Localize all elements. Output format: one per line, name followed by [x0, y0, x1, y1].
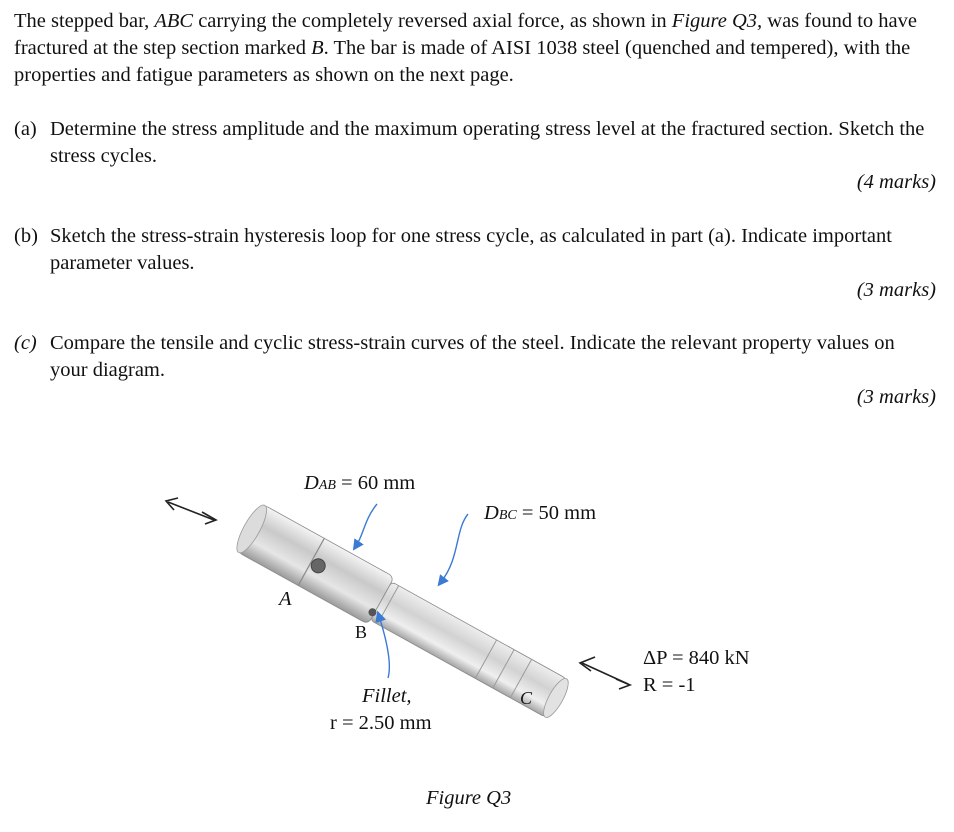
point-b-label: B: [355, 622, 368, 642]
question-c: [14, 330, 936, 384]
radius-label: r = 2.50 mm: [330, 712, 432, 734]
stepped-bar-drawing: [0, 460, 954, 827]
figure-q3: [0, 460, 954, 827]
dab-label: DAB = 60 mm: [304, 472, 416, 494]
force-label: ΔP = 840 kN: [643, 647, 750, 669]
question-c-label: (c): [14, 332, 37, 354]
figure-caption: Figure Q3: [426, 787, 512, 809]
fillet-label: Fillet,: [362, 685, 412, 707]
right-force-arrow: [580, 657, 630, 689]
question-b-marks: (3 marks): [856, 279, 936, 301]
dab-pointer: [356, 504, 377, 546]
question-a-marks: (4 marks): [856, 171, 936, 193]
question-c-marks: (3 marks): [856, 386, 936, 408]
left-force-arrow: [166, 498, 216, 524]
point-a-label: A: [279, 588, 292, 610]
bar-section-ab: [232, 501, 395, 624]
question-b: [14, 223, 936, 277]
intro-paragraph: The stepped bar, ABC carrying the completely reversed axial force, as shown in Figure Q3, was found to have fractured at the step section marked B. The bar is made of AISI 1038 steel (quenched and tempered), with the properties and fatigue parameters as shown on the next page.: [14, 10, 917, 86]
question-a-label: (a): [14, 118, 37, 140]
dbc-label: DBC = 50 mm: [484, 502, 597, 524]
question-c-text: Compare the tensile and cyclic stress-strain curves of the steel. Indicate the relevant property values on your diagram.: [50, 332, 895, 381]
question-b-text: Sketch the stress-strain hysteresis loop for one stress cycle, as calculated in part (a). Indicate important parameter values.: [50, 225, 892, 274]
question-a-text: Determine the stress amplitude and the maximum operating stress level at the fractured section. Sketch the stress cycles.: [50, 118, 925, 167]
question-a: [14, 116, 936, 170]
question-b-label: (b): [14, 225, 38, 247]
dbc-pointer: [441, 514, 468, 582]
ratio-label: R = -1: [643, 674, 696, 696]
point-c-label: C: [520, 688, 533, 708]
